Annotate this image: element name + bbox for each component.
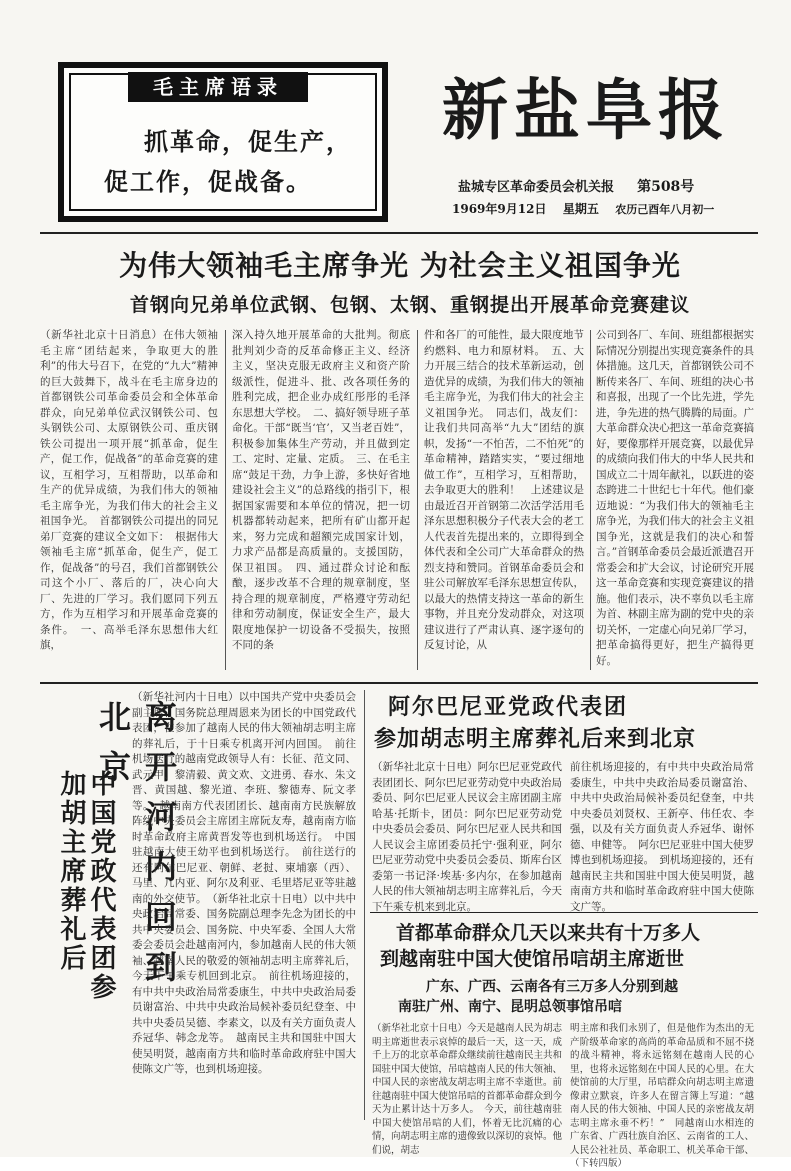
issue-number: 第508号 bbox=[637, 179, 695, 195]
quote-line-1: 抓革命，促生产， bbox=[144, 127, 352, 156]
top-divider bbox=[40, 232, 758, 234]
mao-quotation-box bbox=[58, 62, 388, 222]
albania-article-column-2: 前往机场迎接的，有中共中央政治局常委康生，中共中央政治局委员谢富治、中共中央政治局候补委员纪登奎，中共中央委员刘贤权、王新亭、伟任农、李强，以及有关方面负责人乔冠华、谢怀德、申健等。 阿尔巴尼亚驻中国大使罗博也到机场迎接。 到机场迎接的，还有越南民主共和国驻中国大使吴明贤，越南南方共和临时革命政府驻中国大使陈文广等。 bbox=[570, 761, 754, 913]
publisher-name: 盐城专区革命委员会机关报 bbox=[458, 180, 615, 195]
mourning-subheadline-1: 广东、广西、云南各有三万多人分别到越 bbox=[426, 979, 678, 995]
lead-article-column-1: （新华社北京十日消息）在伟大领袖毛主席“团结起来，争取更大的胜利”的伟大号召下，在党的“九大”精神的巨大鼓舞下，战斗在毛主席身边的首都钢铁公司革命委员会和全体革命群众，向兄弟单位武汉钢铁公司、包头钢铁公司、太原钢铁公司、重庆钢铁公司提出一项开展“抓革命，促生产，促工作，促战备”的革命竞赛的建议，互相学习，互相帮助，以革命和生产的优异成绩，为我们伟大的领袖毛主席争光，为我们伟大的社会主义祖国争光。 首都钢铁公司提出的同兄弟厂竞赛的建议全文如下： 根据伟大领袖毛主席“抓革命，促生产，促工作，促战备”的号召，我们首都钢铁公司这个小厂、落后的厂，决心向大厂、先进的厂学习。我们愿同下列五方，作为互相学习和开展革命竞赛的条件。 一、高举毛泽东思想伟大红旗， bbox=[40, 329, 218, 651]
column-divider bbox=[590, 330, 591, 670]
newspaper-masthead-title: 新盐阜报 bbox=[442, 71, 730, 149]
albania-headline-2: 参加胡志明主席葬礼后来到北京 bbox=[374, 726, 697, 752]
issue-lunar-date: 农历己酉年八月初一 bbox=[615, 203, 715, 216]
lead-subheadline: 首钢向兄弟单位武钢、包钢、太钢、重钢提出开展革命竞赛建议 bbox=[129, 294, 690, 316]
albania-divider bbox=[370, 912, 758, 913]
lead-headline: 为伟大领袖毛主席争光 为社会主义祖国争光 bbox=[119, 249, 681, 282]
issue-date: 1969年9月12日 bbox=[452, 202, 547, 216]
issue-weekday: 星期五 bbox=[562, 202, 599, 216]
delegation-vertical-headline: 中国党政代表团参加胡主席葬礼后 bbox=[56, 770, 116, 1002]
lead-article-column-2: 深入持久地开展革命的大批判。彻底批判刘少奇的反革命修正主义、经济主义，坚决克服无政府主义和资产阶级派性，促进斗、批、改各项任务的胜利完成，把企业办成红彤彤的毛泽东思想大学校。 二、搞好领导班子革命化。干部“既当‘官’，又当老百姓”，积极参加集体生产劳动，并且做到定工、定时、定量、定质。 三、在毛主席“鼓足干劲，力争上游，多快好省地建设社会主义”的总路线的指引下，根据国家需要和本单位的情况，把一切机器都转动起来，把所有矿山都开起来，努力完成和超额完成国家计划，力求产品都是高质量的。支援国防，保卫祖国。 四、通过群众讨论和酝酿，逐步改革不合理的规章制度，坚持合理的规章制度，严格遵守劳动纪律和劳动制度，保证安全生产，最大限度地保护一切设备不受损失，按照不同的条 bbox=[232, 329, 410, 651]
delegation-vertical-big-headline: 离开河内回到北京 bbox=[94, 700, 178, 1000]
albania-headline-1: 阿尔巴尼亚党政代表团 bbox=[388, 694, 629, 720]
lead-article-column-3: 件和各厂的可能性，最大限度地节约燃料、电力和原材料。 五、大力开展三结合的技术革新运动，创造优异的成绩，为我们伟大的领袖毛主席争光，为我们伟大的社会主义祖国争光。 同志们，战友们：让我们共同高举“九大”团结的旗帜，发扬“一不怕苦，二不怕死”的革命精神，踏踏实实，“要过细地做工作”，互相学习，互相帮助，去争取更大的胜利！ 上述建议是由最近召开首钢第二次活学活用毛泽东思想积极分子代表大会的老工人代表首先提出来的，立即得到全体代表和全公司广大革命群众的热烈支持和赞同。首钢革命委员会和驻公司解放军毛泽东思想宣传队，以最大的热情支持这一革命的新生事物，并且充分发动群众，对这项建议进行了严肃认真、逐字逐句的反复讨论，从 bbox=[424, 329, 584, 651]
mourning-headline-2: 到越南驻中国大使馆吊唁胡主席逝世 bbox=[380, 948, 685, 970]
delegation-article-text: （新华社河内十日电）以中国共产党中央委员会副主席、国务院总理周恩来为团长的中国党政代表团，在参加了越南人民的伟大领袖胡志明主席的葬礼后，于十日乘专机离开河内回国。 前往机场送行的越南党政领导人有：长征、范文同、武元甲、黎清毅、黄文欢、文进勇、春水、朱文晋、黄国越、黎光道、李班、黎德寿、阮文孝等。 越南南方代表团团长、越南南方民族解放阵线中央委员会主席团主席阮友寿，越南南方临时革命政府主席黄晋发等也到机场送行。 中国驻越南大使王幼平也到机场送行。 前往送行的还有阿尔巴尼亚、朝鲜、老挝、柬埔寨（西）、马里、几内亚、阿尔及利亚、毛里塔尼亚等驻越南的外交使节。 （新华社北京十日电）以中共中央政治局常委、国务院副总理李先念为团长的中共中央委员会、国务院、中央军委、全国人大常委会委员会赴越南河内，参加越南人民的伟大领袖、越南人民的敬爱的领袖胡志明主席葬礼后，今天下午乘专机回到北京。 前往机场迎接的，有中共中央政治局常委康生，中共中央政治局委员谢富治、中共中央政治局候补委员纪登奎、中共中央委员吴德、李素文，以及有关方面负责人乔冠华、韩念龙等。 越南民主共和国驻中国大使吴明贤，越南南方共和临时革命政府驻中国大使陈文广等，也到机场迎接。 bbox=[132, 691, 356, 1075]
mid-divider bbox=[40, 682, 758, 684]
mourning-subheadline-2: 南驻广州、南宁、昆明总领事馆吊唁 bbox=[398, 999, 622, 1015]
lead-article-column-4: 公司到各厂、车间、班组都根据实际情况分别提出实现竞赛条件的具体措施。这几天，首都钢铁公司不断传来各厂、车间、班组的决心书和喜报，出现了一个比先进，学先进，争先进的热气腾腾的局面。广大革命群众决心把这一革命竞赛搞好，要像那样开展竞赛，以最优异的成绩向我们伟大的中华人民共和国成立二十周年献礼，以跃进的姿态跨进二十世纪七十年代。他们豪迈地说：“为我们伟大的领袖毛主席争光，为我们伟大的社会主义祖国争光，这就是我们的决心和誓言。”首钢革命委员会最近派遣召开常委会和扩大会议，讨论研究开展这一革命竞赛和实现竞赛建议的措施。他们表示，决不辜负以毛主席为首、林副主席为副的党中央的亲切关怀，一定虚心向兄弟厂学习，把革命搞得更好，把生产搞得更好。 bbox=[596, 329, 754, 667]
quote-box-title: 毛主席语录 bbox=[128, 72, 308, 102]
mourning-article-column-1: （新华社北京十日电）今天是越南人民为胡志明主席逝世表示哀悼的最后一天，这一天，成千上万的北京革命群众继续前往越南民主共和国驻中国大使馆，吊唁越南人民的伟大领袖、中国人民的亲密战友胡志明主席不幸逝世。前往越南驻中国大使馆吊唁的首都革命群众到今天为止累计达十万多人。 今天，前往越南驻中国大使馆吊唁的人们，怀着无比沉痛的心情，向胡志明主席的遗像致以深切的哀悼。他们说，胡志 bbox=[372, 1023, 563, 1156]
mourning-headline-1: 首都革命群众几天以来共有十万多人 bbox=[396, 922, 701, 944]
quote-box-text bbox=[104, 122, 374, 202]
date-line bbox=[452, 200, 714, 217]
column-divider bbox=[225, 330, 226, 670]
publisher-line bbox=[458, 176, 694, 196]
albania-article-column-1: （新华社北京十日电）阿尔巴尼亚党政代表团团长、阿尔巴尼亚劳动党中央政治局委员、阿尔巴尼亚人民议会主席团副主席哈基·托斯卡，团员：阿尔巴尼亚劳动党中央委员会委员、阿尔巴尼亚人民共和国人民议会主席团委员托宁·强利亚，阿尔巴尼亚劳动党中央委员会委员、斯库台区委第一书记泽·埃基·多内尔，在参加越南人民的伟大领袖胡志明主席葬礼后，今天下午乘专机来到北京。 bbox=[372, 761, 562, 913]
column-divider bbox=[417, 330, 418, 670]
mourning-article-column-2: 明主席和我们永别了，但是他作为杰出的无产阶级革命家的高尚的革命品质和不屈不挠的战斗精神，将永远铭刻在越南人民的心里，也将永远铭刻在中国人民的心里。在大使馆前的大厅里，吊唁群众向胡志明主席遗像肃立默哀，许多人在留言簿上写道：“越南人民的伟大领袖、中国人民的亲密战友胡志明主席永垂不朽！” 同越南山水相连的广东省、广西壮族自治区、云南省的工人、人民公社社员、革命职工、机关革命干部、（下转四版） bbox=[570, 1023, 754, 1169]
quote-line-2: 促工作，促战备。 bbox=[104, 167, 312, 196]
column-divider bbox=[364, 690, 365, 1120]
